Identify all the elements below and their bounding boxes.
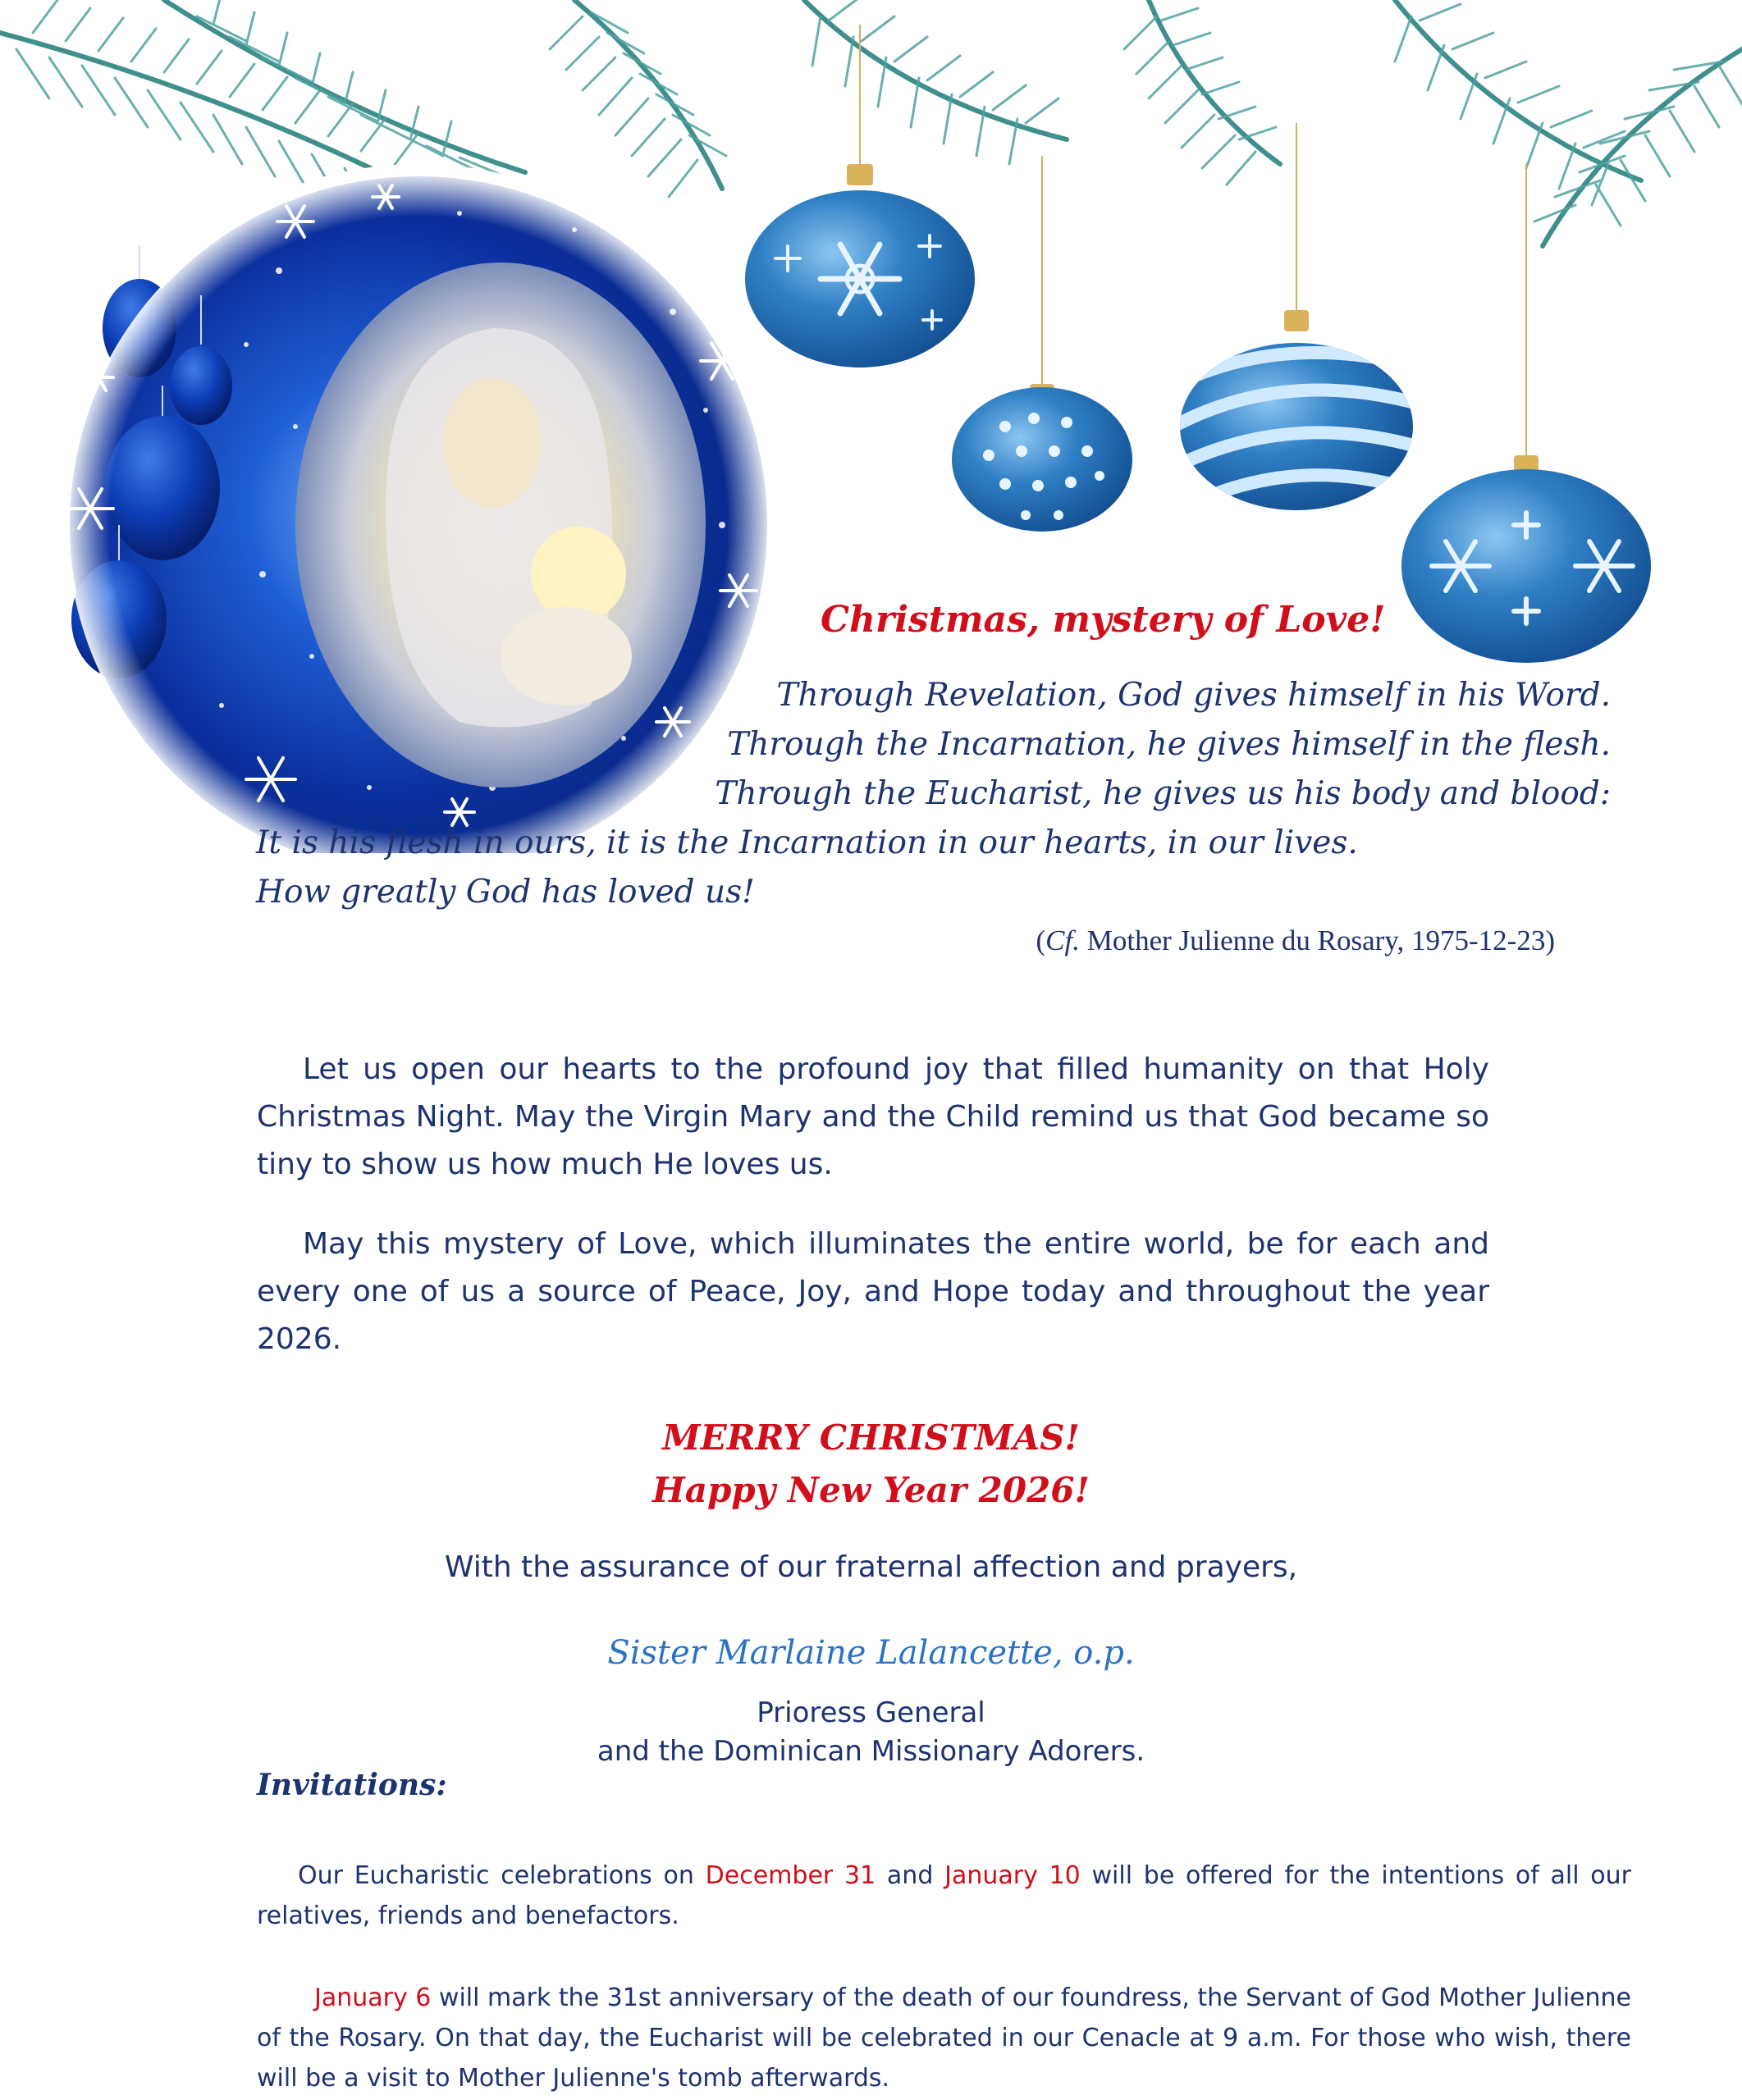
poem-line: How greatly God has loved us! (256, 874, 755, 911)
date-highlight: December 31 (705, 1861, 876, 1890)
assurance-line: With the assurance of our fraternal affection and prayers, (444, 1550, 1298, 1584)
hanging-ornaments (745, 25, 1651, 663)
date-highlight: January 6 (314, 1984, 432, 2012)
christmas-decoration (0, 0, 1742, 853)
poem-line: Through Revelation, God gives himself in his Word. (776, 677, 1611, 714)
merry-christmas-greeting: MERRY CHRISTMAS! (662, 1418, 1080, 1458)
citation-cf: Cf. (1045, 924, 1080, 956)
poem-line: It is his flesh in ours, it is the Incarnation in our hearts, in our lives. (256, 824, 1358, 861)
poem-line: Through the Eucharist, he gives us his body and blood: (715, 775, 1611, 812)
poem-line: Through the Incarnation, he gives himself in the flesh. (727, 726, 1611, 763)
poem-citation: (Cf. Mother Julienne du Rosary, 1975-12-23) (1036, 924, 1555, 956)
signature: Sister Marlaine Lalancette, o.p. (607, 1634, 1135, 1672)
community-name: and the Dominican Missionary Adorers. (597, 1735, 1145, 1768)
invitation-paragraph: Our Eucharistic celebrations on December 31 and January 10 will be offered for the intentions of all our relatives, friends and benefactors. (257, 1861, 1632, 1930)
signer-title: Prioress General (757, 1696, 985, 1729)
madonna-medallion (57, 164, 780, 853)
invitations-heading: Invitations: (257, 1768, 447, 1802)
message-paragraph: May this mystery of Love, which illuminates the entire world, be for each and every one of us a source of Peace, Joy, and Hope today and throughout the year 2026. (257, 1227, 1489, 1356)
date-highlight: January 10 (944, 1861, 1081, 1890)
invitation-paragraph: January 6 will mark the 31st anniversary of the death of our foundress, the Servant of God Mother Julienne of the Rosary. On that day, the Eucharist will be celebrated in our Cenacle at 9 a.m. For those who wish, there will be a visit to Mother Julienne's tomb afterwards. (257, 1984, 1631, 2093)
poem-title: Christmas, mystery of Love! (821, 599, 1386, 641)
happy-new-year-greeting: Happy New Year 2026! (652, 1470, 1090, 1510)
message-paragraph: Let us open our hearts to the profound joy that filled humanity on that Holy Christmas Night. May the Virgin Mary and the Child remind us that God became so tiny to show us how much He loves us. (257, 1052, 1489, 1181)
